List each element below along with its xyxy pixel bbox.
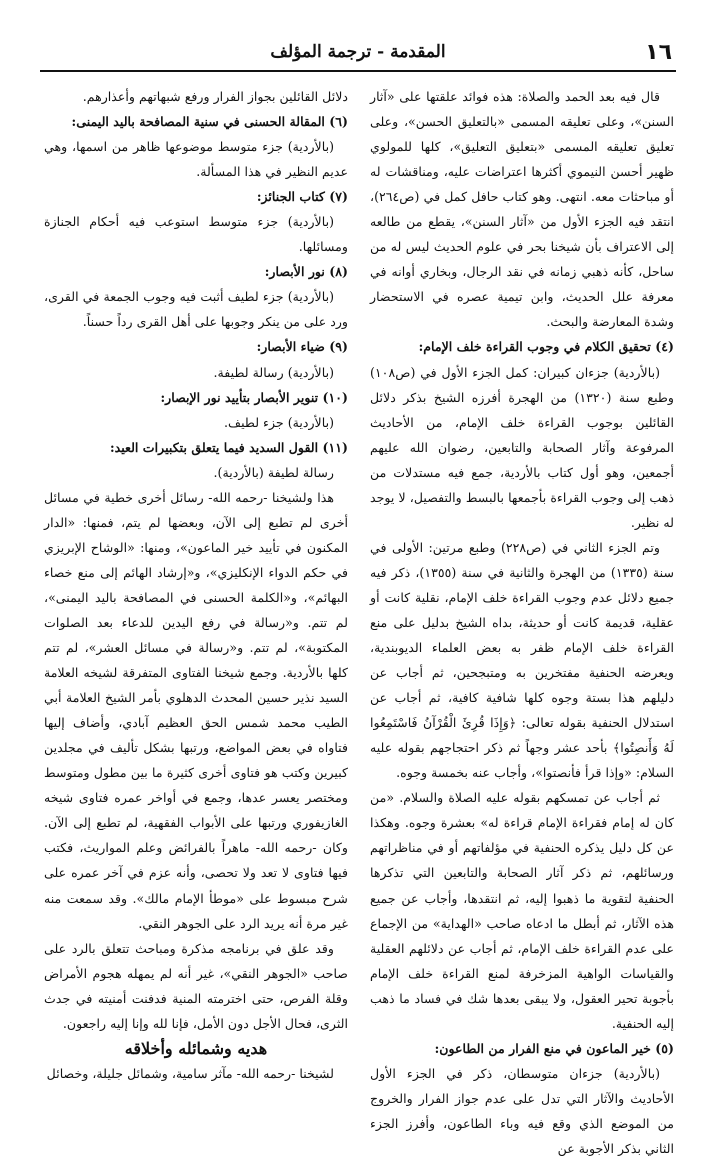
paragraph: رسالة لطيفة (بالأردية). (213, 464, 334, 480)
item-heading: (١٠) تنوير الأبصار بتأييد نور الإبصار: (160, 389, 348, 405)
item-heading: (٦) المقالة الحسنى في سنية المصافحة باليد اليمنى: (71, 114, 348, 130)
page-number: ١٦ (645, 40, 672, 65)
left-column (44, 84, 348, 1086)
item-heading: (٤) تحقيق الكلام في وجوب القراءة خلف الإمام: (418, 339, 674, 355)
paragraph: ثم أجاب عن تمسكهم بقوله عليه الصلاة والسلام. «من كان له إمام فقراءة الإمام قراءة له» بعشرة وجوه. وهكذا عن كل دليل يذكره الحنفية في مؤلفاتهم أو في مناظراتهم ورسائلهم، ثم ذكر آثار الصحابة والتابعين التي تذكرها الحنفية لتقوية ما ذهبوا إليه، ثم انتقدها، وأجاب عن جميع هذه الآثار، ثم أبطل ما ادعاه صاحب «الهداية» من الإجماع على عدم القراءة خلف الإمام، ثم أجاب عن دلائلهم العقلية والقياسات الواهية المزخرفة لمنع القراءة خلف الإمام بأجوبة تحير العقول، ولا يبقى بعدها شك في فساد ما ذهب إليه الحنفية. (370, 790, 674, 1031)
item-heading: (١١) القول السديد فيما يتعلق بتكبيرات العيد: (109, 439, 348, 455)
paragraph: هذا ولشيخنا -رحمه الله- رسائل أخرى خطية في مسائل أخرى لم تطبع إلى الآن، وبعضها لم يتم، فمنها: «الدار المكنون في تأييد خير الماعون»، ومنها: «الوشاح الإبريزي في حكم الدواء الإنكليزي»، و«إرشاد الهائم إلى منع خصاء البهائم»، و«الكلمة الحسنى في المصافحة باليد اليمنى»، لم تتم. و«رسالة في رفع اليدين للدعاء بعد الصلوات المكتوبة»، لم تتم. و«رسالة في مسائل العشر»، لم تتم كلها بالأردية. وجمع شيخنا الفتاوى المتفرقة لشيخه العلامة السيد نذير حسين المحدث الدهلوي بأمر الشيخ العلامة أبي الطيب محمد شمس الحق العظيم آبادي، وأضاف إليها فتاواه في بعض المواضع، ورتبها بشكل تأليف في مجلدين كبيرين وكتب هو فتاوى أخرى كثيرة ما بين مطول ومتوسط ومختصر يعسر عدها، وجمع في أواخر عمره فتاوى شيخه الغازيفوري ورتبها على الأبواب الفقهية، لم تطبع إلى الآن. وكان -رحمه الله- ماهراً بالفرائض وعلم المواريث، فكتب فيها فتاوى لا تعد ولا تحصى، وأنه عزم في آخر عمره على شرح مبسوط على «موطأ الإمام مالك». وقد سمعت منه غير مرة أنه يريد الرد على الجوهر النقي. (44, 489, 348, 931)
paragraph: لشيخنا -رحمه الله- مآثر سامية، وشمائل جليلة، وخصائل (46, 1065, 334, 1081)
item-heading: (٨) نور الأبصار: (264, 264, 348, 280)
item-heading: (٥) خير الماعون في منع الفرار من الطاعون: (434, 1040, 674, 1056)
paragraph: (بالأردية) جزء لطيف. (224, 414, 334, 430)
paragraph: (بالأردية) جزءان كبيران: كمل الجزء الأول في (ص١٠٨) وطبع سنة (١٣٢٠) من الهجرة أفرزه الشيخ بذكر دلائل القائلين بوجوب القراءة خلف الإمام، من الأحاديث المرفوعة وآثار الصحابة والتابعين، رضوان الله عليهم أجمعين، وهو أول كتاب بالأردية، جمع فيه مستدلات من ذهب إلى وجوب القراءة بأجمعها بالبسط والتفصيل، لا يوجد له نظير. (370, 364, 675, 530)
paragraph: (بالأردية) رسالة لطيفة. (213, 364, 334, 380)
item-heading: (٩) ضياء الأبصار: (256, 339, 348, 355)
item-heading: (٧) كتاب الجنائز: (256, 189, 348, 205)
paragraph: وقد علق في برنامجه مذكرة ومباحث تتعلق بالرد على صاحب «الجوهر النقي»، غير أنه لم يمهله هجوم الأمراض وقلة الفرص، حتى اخترمته المنية فدفنت أمنيته في جدث الثرى، فحال الأجل دون الأمل، فإنا لله وإنا إليه راجعون. (44, 940, 348, 1031)
page-header (40, 30, 676, 72)
paragraph: (بالأردية) جزءان متوسطان، ذكر في الجزء الأول الأحاديث والآثار التي تدل على عدم جواز الفرار والخروج من الموضع الذي وقع فيه وباء الطاعون، وأفرز الجزء الثاني بذكر الأجوبة عن (370, 1065, 674, 1156)
section-heading: هديه وشمائله وأخلاقه (124, 1038, 268, 1058)
paragraph: (بالأردية) جزء متوسط موضوعها ظاهر من اسمها، وهي عديم النظير في هذا المسألة. (44, 139, 348, 180)
paragraph: قال فيه بعد الحمد والصلاة: هذه فوائد علقتها على «آثار السنن»، وعلى تعليقه المسمى «بالتعليق الحسن»، وعلى تعليق تعليقه المسمى «بتعليق التعليق»، كلها للمولوي ظهير أحسن النيموي أكثرها اعتراضات عليه، ومناقشات له أو مباحثات معه. انتهى. وهو كتاب حافل كمل في (ص٢٦٤)، انتقد فيه الجزء الأول من «آثار السنن»، يقطع من طالعه إلى الاعتراف بأن شيخنا بحر في علوم الحديث ليس له من ساحل، كأنه ذهبي زمانه في نقد الرجال، وبخاري أوانه في معرفة علل الحديث، وابن تيمية عصره في الاستحضار وشدة المعارضة والبحث. (370, 89, 674, 330)
paragraph: (بالأردية) جزء متوسط استوعب فيه أحكام الجنازة ومسائلها. (44, 214, 348, 255)
paragraph: (بالأردية) جزء لطيف أثبت فيه وجوب الجمعة في القرى، ورد على من ينكر وجوبها على أهل القرى رداً حسناً. (44, 289, 348, 330)
running-title: المقدمة - ترجمة المؤلف (270, 42, 446, 62)
right-column (370, 84, 674, 1161)
paragraph: وتم الجزء الثاني في (ص٢٢٨) وطبع مرتين: الأولى في سنة (١٣٣٥) من الهجرة والثانية في سنة (١٣٥٥)، ذكر فيه جميع دلائل عدم وجوب القراءة خلف الإمام، نقلية كانت أو عقلية، قديمة كانت أو حديثة، بداه الشيخ بدليل على منع القراءة خلف الإمام ظفر به بعض العلماء الديوبندية، ويعرضه الحنفية مفتخرين به ومتبجحين، ثم أجاب عن دليلهم هذا بستة وجوه كلها شافية كافية، ثم أجاب عن استدلال الحنفية بقوله تعالى: ﴿وَإِذَا قُرِئَ الْقُرْآنُ فَاسْتَمِعُوا لَهُ وَأَنصِتُوا﴾ بأحد عشر وجهاً ثم ذكر احتجاجهم بقوله عليه السلام: «وإذا قرأ فأنصتوا»، وأجاب عنه بخمسة وجوه. (370, 539, 675, 781)
paragraph: دلائل القائلين بجواز الفرار ورفع شبهاتهم وأعذارهم. (82, 89, 348, 104)
